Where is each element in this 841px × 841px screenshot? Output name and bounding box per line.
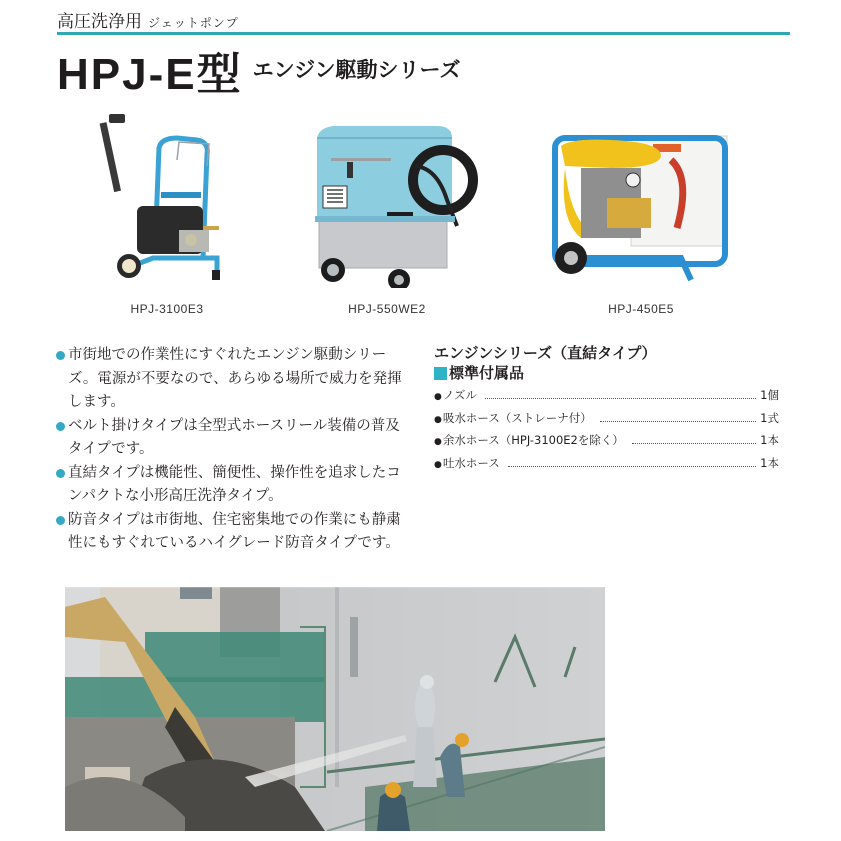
demolition-site-photo: [65, 587, 605, 831]
product-card: [67, 108, 267, 318]
category-label: 高圧洗浄用: [57, 12, 142, 32]
product-model-label: HPJ-3100E3: [130, 302, 204, 316]
dotted-leader: [632, 443, 756, 444]
subcategory-label: ジェットポンプ: [148, 16, 239, 30]
product-model-label: HPJ-450E5: [608, 302, 674, 316]
accessory-item: [434, 385, 779, 408]
accessories-section-heading: [434, 363, 779, 383]
category-heading: [57, 7, 239, 32]
accessory-qty: 1個: [760, 388, 779, 402]
pressure-washer-cart-image: [67, 108, 267, 288]
pressure-washer-frame-image: [541, 108, 741, 288]
dotted-leader: [485, 398, 756, 399]
product-model-label: HPJ-550WE2: [348, 302, 426, 316]
model-type-title: HPJ-E型: [57, 50, 243, 99]
accessory-qty: 1式: [760, 410, 779, 425]
accessory-name: 吐水ホース: [442, 455, 500, 470]
bullet-icon: ●: [434, 392, 442, 402]
accessories-list: [434, 385, 779, 475]
series-name-title: エンジン駆動シリーズ: [252, 58, 461, 82]
page-title: [57, 38, 461, 102]
accessory-item: [434, 430, 779, 453]
accessory-qty: 1本: [760, 433, 779, 447]
accessory-qty: 1本: [760, 455, 779, 470]
accessory-item: [434, 408, 779, 431]
accessories-section-label: 標準付属品: [449, 364, 525, 382]
pressure-washer-box-image: [287, 108, 487, 288]
feature-item: 市街地での作業性にすぐれたエンジン駆動シリーズ。電源が不要なので、あらゆる場所で威力を発揮します。: [56, 344, 411, 415]
product-card: [541, 108, 741, 318]
bullet-icon: ●: [434, 459, 442, 470]
square-bullet-icon: [434, 367, 447, 380]
dotted-leader: [600, 421, 756, 422]
accessory-name: ノズル: [442, 388, 477, 402]
construction-scene-image: [65, 587, 605, 831]
product-card: [287, 108, 487, 318]
accessory-name: 余水ホース（HPJ-3100E2を除く）: [442, 433, 624, 447]
accessories-panel: [434, 343, 779, 475]
dotted-leader: [508, 466, 756, 467]
feature-list: [56, 344, 411, 556]
feature-item: 防音タイプは市街地、住宅密集地での作業にも静粛性にもすぐれているハイグレード防音タイプです。: [56, 509, 411, 556]
feature-item: ベルト掛けタイプは全型式ホースリール装備の普及タイプです。: [56, 415, 411, 462]
accessory-name: 吸水ホース（ストレーナ付）: [442, 410, 592, 425]
bullet-icon: ●: [434, 437, 442, 447]
accessories-series-heading: エンジンシリーズ（直結タイプ）: [434, 344, 657, 362]
feature-item: 直結タイプは機能性、簡便性、操作性を追求したコンパクトな小形高圧洗浄タイプ。: [56, 462, 411, 509]
accessory-item: [434, 453, 779, 476]
header-divider: [57, 32, 790, 35]
bullet-icon: ●: [434, 414, 442, 425]
